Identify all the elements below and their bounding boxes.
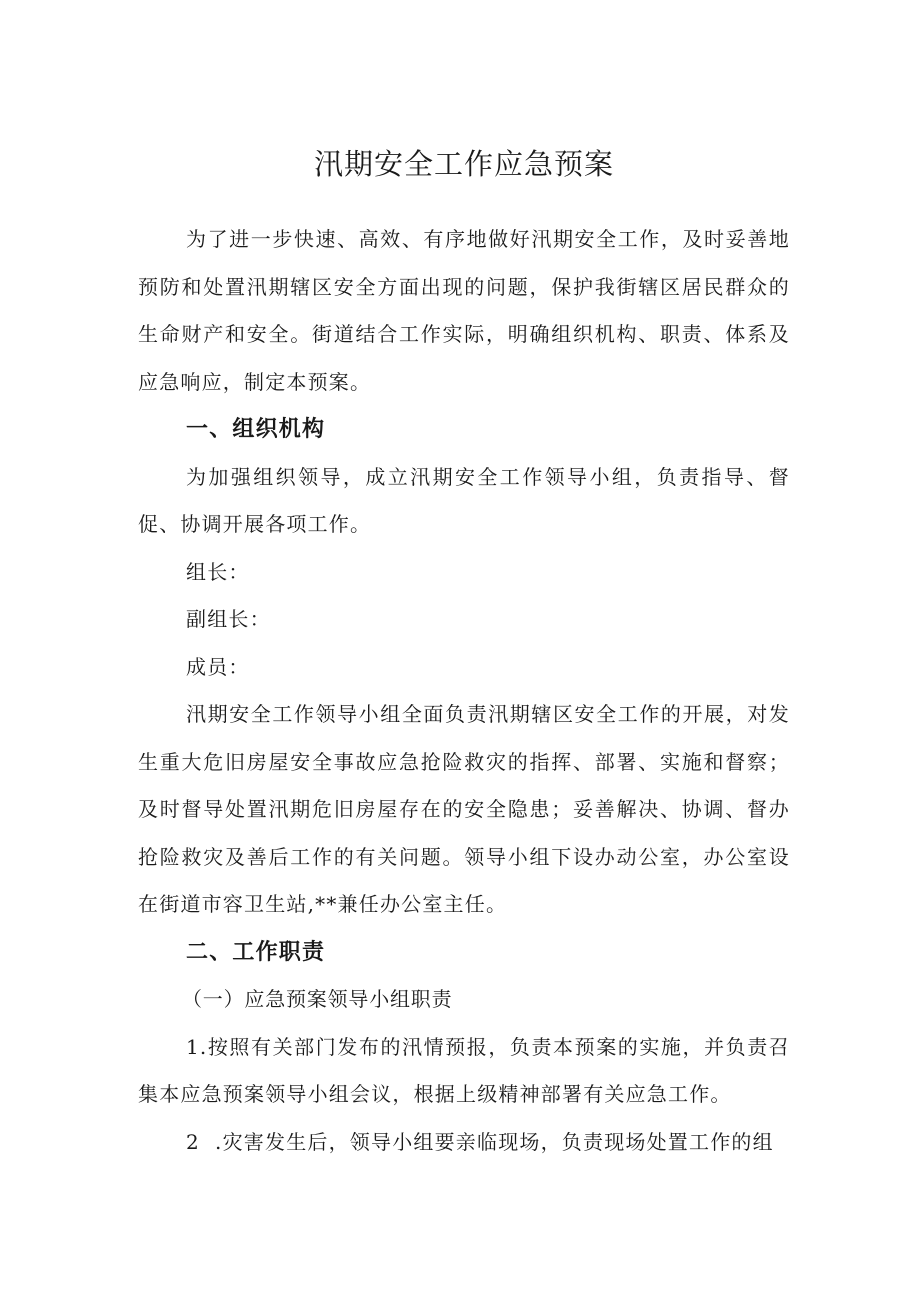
intro-paragraph: 为了进一步快速、高效、有序地做好汛期安全工作，及时妥善地预防和处置汛期辖区安全方面出现的问题，保护我街辖区居民群众的生命财产和安全。街道结合工作实际，明确组织机构、职责、体系及应急响应，制定本预案。 <box>138 227 790 394</box>
subsection-heading-leadership-duties: （一）应急预案领导小组职责 <box>182 987 453 1011</box>
leadership-duties-paragraph: 汛期安全工作领导小组全面负责汛期辖区安全工作的开展，对发生重大危旧房屋安全事故应急抢险救灾的指挥、部署、实施和督察；及时督导处置汛期危旧房屋存在的安全隐患；妥善解决、协调、督办抢险救灾及善后工作的有关问题。领导小组下设办动公室，办公室设在街道市容卫生站,**兼任办公室主任。 <box>138 702 790 916</box>
section-heading-duties: 二、工作职责 <box>186 939 326 965</box>
document-title: 汛期安全工作应急预案 <box>313 147 614 181</box>
members-label: 成员： <box>186 654 250 679</box>
deputy-leader-label: 副组长： <box>186 607 271 631</box>
leader-label: 组长： <box>186 559 250 584</box>
section-heading-organization: 一、组织机构 <box>186 417 326 442</box>
duty-item-2: 2 .灾害发生后，领导小组要亲临现场，负责现场处置工作的组 <box>186 1129 774 1154</box>
organization-paragraph: 为加强组织领导，成立汛期安全工作领导小组，负责指导、督促、协调开展各项工作。 <box>138 464 790 536</box>
document-body <box>138 216 790 1166</box>
duty-item-1: 1.按照有关部门发布的汛情预报，负责本预案的实施，并负责召集本应急预案领导小组会议，根据上级精神部署有关应急工作。 <box>138 1034 790 1106</box>
